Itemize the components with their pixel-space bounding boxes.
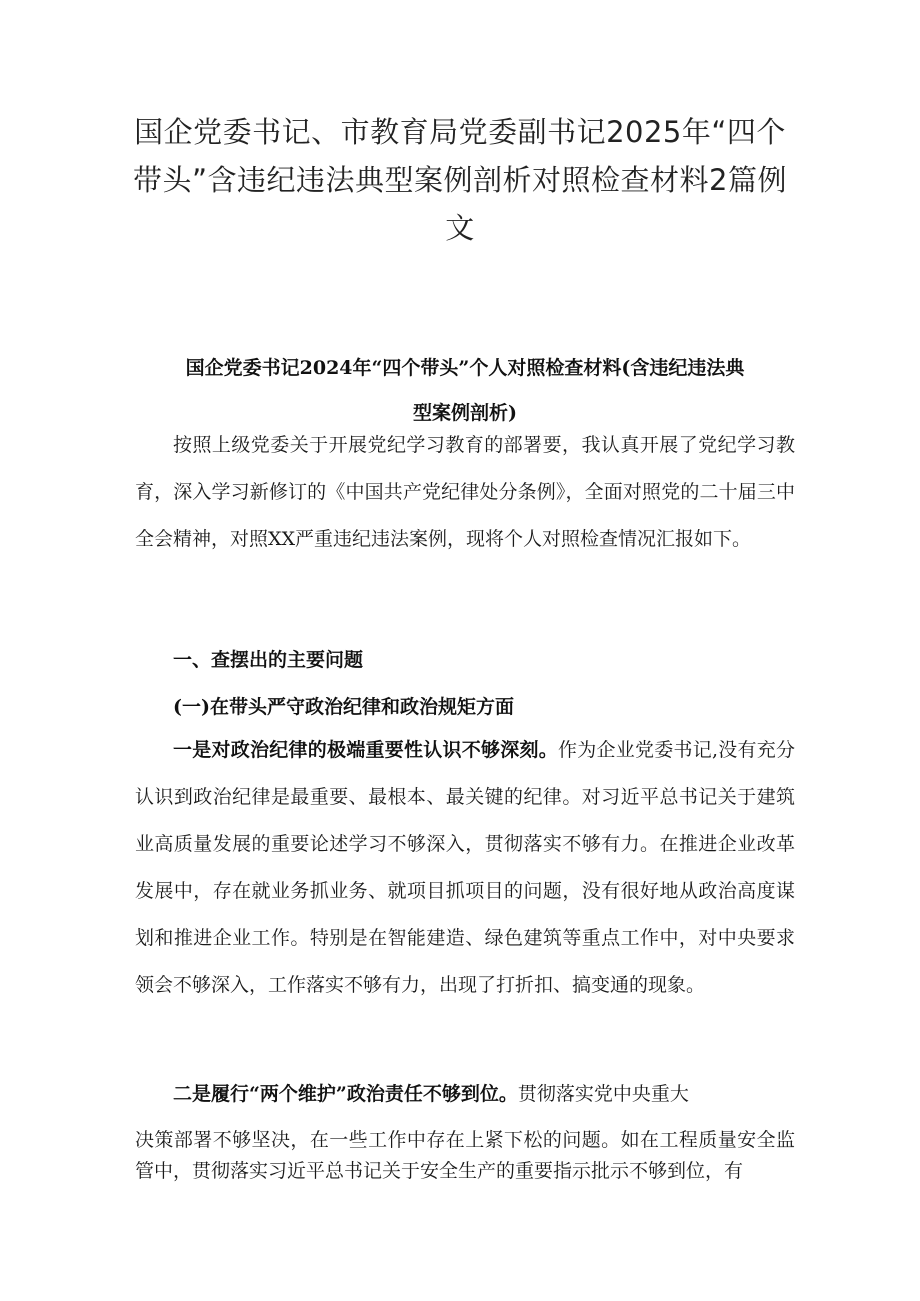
subsection-heading-political-discipline: (一)在带头严守政治纪律和政治规矩方面 <box>173 696 514 718</box>
point-two-body-line-1: 贯彻落实党中央重大 <box>517 1083 689 1105</box>
article-title-line-2: 型案例剖析) <box>413 402 517 424</box>
article-title-line-1: 国企党委书记2024年“四个带头”个人对照检查材料(含违纪违法典 <box>185 357 745 379</box>
point-two-lead: 二是履行“两个维护”政治责任不够到位。 <box>173 1083 518 1105</box>
point-two-continuation: 决策部署不够坚决，在一些工作中存在上紧下松的问题。如在工程质量安全监管中，贯彻落实习近平总书记关于安全生产的重要指示批示不够到位，有 <box>135 1129 795 1182</box>
point-one-body: 作为企业党委书记,没有充分认识到政治纪律是最重要、最根本、最关键的纪律。对习近平总书记关于建筑业高质量发展的重要论述学习不够深入，贯彻落实不够有力。在推进企业改革发展中，存在就业务抓业务、就项目抓项目的问题，没有很好地从政治高度谋划和推进企业工作。特别是在智能建造、绿色建筑等重点工作中，对中央要求领会不够深入，工作落实不够有力，出现了打折扣、搞变通的现象。 <box>135 739 795 996</box>
section-heading-main-problems: 一、查摆出的主要问题 <box>173 649 364 671</box>
document-main-title: 国企党委书记、市教育局党委副书记2025年“四个带头”含违纪违法典型案例剖析对照检查材料2篇例文 <box>133 115 787 245</box>
point-one-paragraph <box>135 727 795 1009</box>
intro-paragraph: 按照上级党委关于开展党纪学习教育的部署要，我认真开展了党纪学习教育，深入学习新修订的《中国共产党纪律处分条例》，全面对照党的二十届三中全会精神，对照XX严重违纪违法案例，现将个人对照检查情况汇报如下。 <box>135 434 795 550</box>
point-one-lead: 一是对政治纪律的极端重要性认识不够深刻。 <box>173 739 558 761</box>
point-two-first-line <box>135 1071 795 1118</box>
